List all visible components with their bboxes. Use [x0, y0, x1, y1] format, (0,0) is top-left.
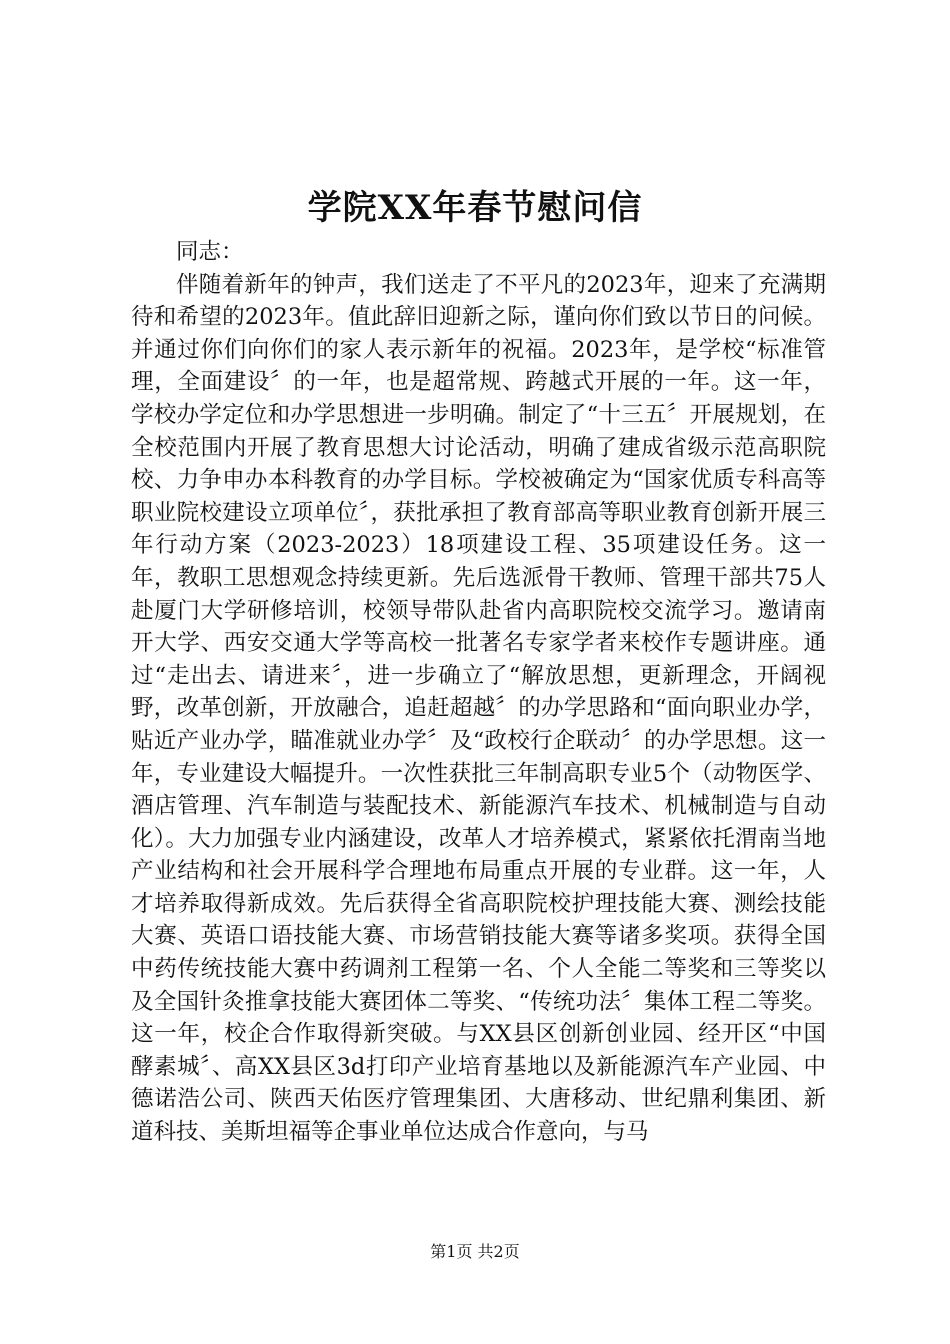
salutation: 同志：	[176, 239, 244, 265]
document-title: 学院XX年春节慰问信	[307, 188, 643, 228]
document-body	[131, 236, 826, 1149]
page-indicator: 第1页 共2页	[430, 1242, 520, 1261]
body-paragraph: 伴随着新年的钟声，我们送走了不平凡的2023年，迎来了充满期待和希望的2023年。值此辞旧迎新之际，谨向你们致以节日的问候。并通过你们向你们的家人表示新年的祝福。2023年，是学校“标准管理，全面建设〞的一年，也是超常规、跨越式开展的一年。这一年，学校办学定位和办学思想进一步明确。制定了“十三五〞开展规划，在全校范围内开展了教育思想大讨论活动，明确了建成省级示范高职院校、力争申办本科教育的办学目标。学校被确定为“国家优质专科高等职业院校建设立项单位〞，获批承担了教育部高等职业教育创新开展三年行动方案（2023-2023）18项建设工程、35项建设任务。这一年，教职工思想观念持续更新。先后选派骨干教师、管理干部共75人赴厦门大学研修培训，校领导带队赴省内高职院校交流学习。邀请南开大学、西安交通大学等高校一批著名专家学者来校作专题讲座。通过“走出去、请进来〞，进一步确立了“解放思想，更新理念，开阔视野，改革创新，开放融合，追赶超越〞的办学思路和“面向职业办学，贴近产业办学，瞄准就业办学〞及“政校行企联动〞的办学思想。这一年，专业建设大幅提升。一次性获批三年制高职专业5个（动物医学、酒店管理、汽车制造与装配技术、新能源汽车技术、机械制造与自动化）。大力加强专业内涵建设，改革人才培养模式，紧紧依托渭南当地产业结构和社会开展科学合理地布局重点开展的专业群。这一年，人才培养取得新成效。先后获得全省高职院校护理技能大赛、测绘技能大赛、英语口语技能大赛、市场营销技能大赛等诸多奖项。获得全国中药传统技能大赛中药调剂工程第一名、个人全能二等奖和三等奖以及全国针灸推拿技能大赛团体二等奖、“传统功法〞集体工程二等奖。这一年，校企合作取得新突破。与XX县区创新创业园、经开区“中国酵素城〞、高XX县区3d打印产业培育基地以及新能源汽车产业园、中德诺浩公司、陕西天佑医疗管理集团、大唐移动、世纪鼎利集团、新道科技、美斯坦福等企事业单位达成合作意向，与马	[131, 271, 826, 1146]
